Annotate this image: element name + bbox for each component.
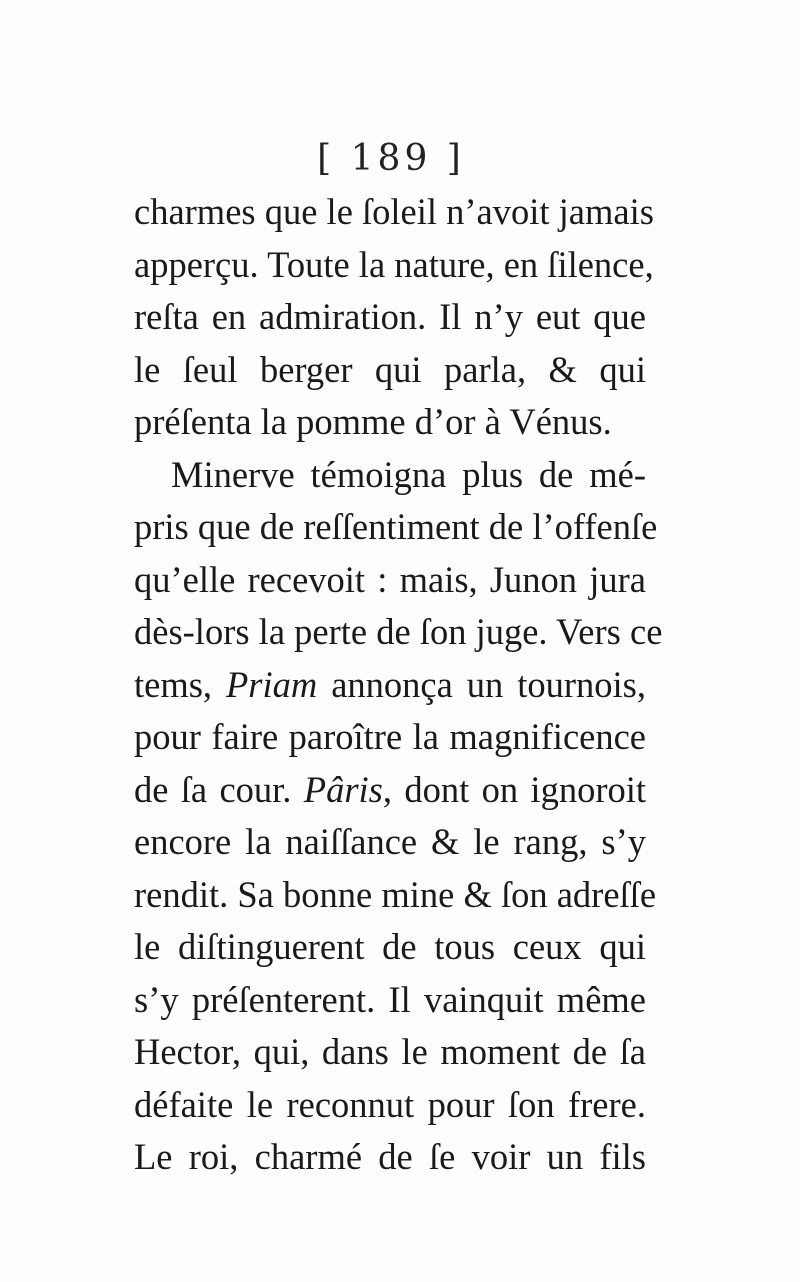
italic-name-paris: Pâris bbox=[303, 768, 383, 810]
text-line: Minerve témoigna plus de mé- bbox=[171, 453, 646, 495]
text-line: apperçu. Toute la nature, en ſilence, bbox=[134, 243, 654, 285]
text-line: le ſeul berger qui parla, & qui bbox=[134, 348, 646, 390]
text-line: s’y préſenterent. Il vainquit même bbox=[134, 978, 646, 1020]
text-fragment: tems, bbox=[134, 663, 227, 705]
text-line: Le roi, charmé de ſe voir un fils bbox=[134, 1136, 646, 1177]
text-line: préſenta la pomme d’or à Vénus. bbox=[134, 401, 612, 442]
text-line: Hector, qui, dans le moment de ſa bbox=[134, 1031, 646, 1072]
text-line: le diſtinguerent de tous ceux qui bbox=[134, 926, 646, 967]
text-fragment: annonça un tournois, bbox=[317, 663, 646, 705]
text-fragment: , dont on ignoroit bbox=[382, 768, 646, 810]
text-line: pour faire paroître la magnificence bbox=[134, 716, 646, 757]
text-fragment: de ſa cour. bbox=[134, 768, 304, 810]
text-line: rendit. Sa bonne mine & ſon adreſſe bbox=[134, 873, 657, 915]
text-line: charmes que le ſoleil n’avoit jamais bbox=[134, 191, 654, 232]
text-line: pris que de reſſentiment de l’offenſe bbox=[134, 506, 658, 547]
page-number: [ 189 ] bbox=[317, 138, 465, 179]
text-line: dès-lors la perte de ſon juge. Vers ce bbox=[134, 611, 663, 652]
text-line: reſta en admiration. Il n’y eut que bbox=[134, 296, 646, 337]
text-line: encore la naiſſance & le rang, s’y bbox=[134, 821, 646, 862]
text-line bbox=[134, 764, 646, 817]
text-line bbox=[134, 659, 646, 712]
body-text bbox=[134, 186, 663, 1184]
text-line: qu’elle recevoit : mais, Junon jura bbox=[134, 558, 646, 600]
paragraph-1 bbox=[134, 186, 654, 449]
paragraph-2 bbox=[134, 449, 663, 1184]
text-line: défaite le reconnut pour ſon frere. bbox=[134, 1083, 646, 1125]
italic-name-priam: Priam bbox=[226, 663, 318, 705]
